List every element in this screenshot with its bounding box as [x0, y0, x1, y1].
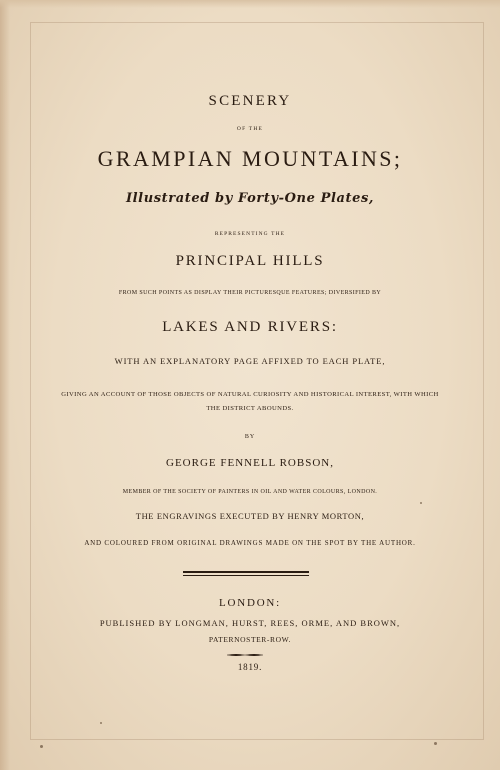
imprint-publisher: PUBLISHED BY LONGMAN, HURST, REES, ORME, AND BROWN,: [99, 618, 401, 628]
subtitle-illustrated: Illustrated by Forty-One Plates,: [125, 191, 375, 206]
text-representing: REPRESENTING THE: [214, 231, 286, 237]
text-giving-account-line-1: GIVING AN ACCOUNT OF THOSE OBJECTS OF NATURAL CURIOSITY AND HISTORICAL INTEREST, WITH WHICH: [61, 391, 439, 398]
double-rule-thick: [183, 571, 309, 573]
title-lakes-and-rivers: LAKES AND RIVERS:: [162, 319, 338, 335]
text-coloured: AND COLOURED FROM ORIGINAL DRAWINGS MADE ON THE SPOT BY THE AUTHOR.: [84, 539, 416, 547]
text-giving-account-line-2: THE DISTRICT ABOUNDS.: [206, 405, 294, 412]
imprint-year: 1819.: [237, 662, 263, 672]
author-name: GEORGE FENNELL ROBSON,: [166, 457, 334, 469]
title-principal-hills: PRINCIPAL HILLS: [175, 253, 325, 269]
title-of-the: OF THE: [236, 126, 264, 132]
text-explanatory-page: WITH AN EXPLANATORY PAGE AFFIXED TO EACH PLATE,: [114, 356, 386, 366]
title-scenery: SCENERY: [208, 93, 292, 109]
ornament-rule-icon: [226, 652, 264, 658]
text-by: BY: [244, 434, 256, 440]
foxing-spot: [420, 502, 422, 504]
foxing-spot: [40, 745, 43, 748]
foxing-spot: [100, 722, 102, 724]
page-edge-shadow: [0, 0, 10, 770]
foxing-spot: [434, 742, 437, 745]
title-grampian-mountains: GRAMPIAN MOUNTAINS;: [97, 146, 403, 171]
imprint-address: PATERNOSTER-ROW.: [208, 635, 292, 644]
double-rule-thin: [183, 575, 309, 576]
author-membership: MEMBER OF THE SOCIETY OF PAINTERS IN OIL AND WATER COLOURS, LONDON.: [122, 489, 378, 495]
text-engravings: THE ENGRAVINGS EXECUTED BY HENRY MORTON,: [135, 511, 365, 521]
page-top-shadow: [0, 0, 500, 8]
imprint-place: LONDON:: [218, 597, 282, 609]
text-from-such-points: FROM SUCH POINTS AS DISPLAY THEIR PICTURESQUE FEATURES; DIVERSIFIED BY: [118, 290, 382, 296]
